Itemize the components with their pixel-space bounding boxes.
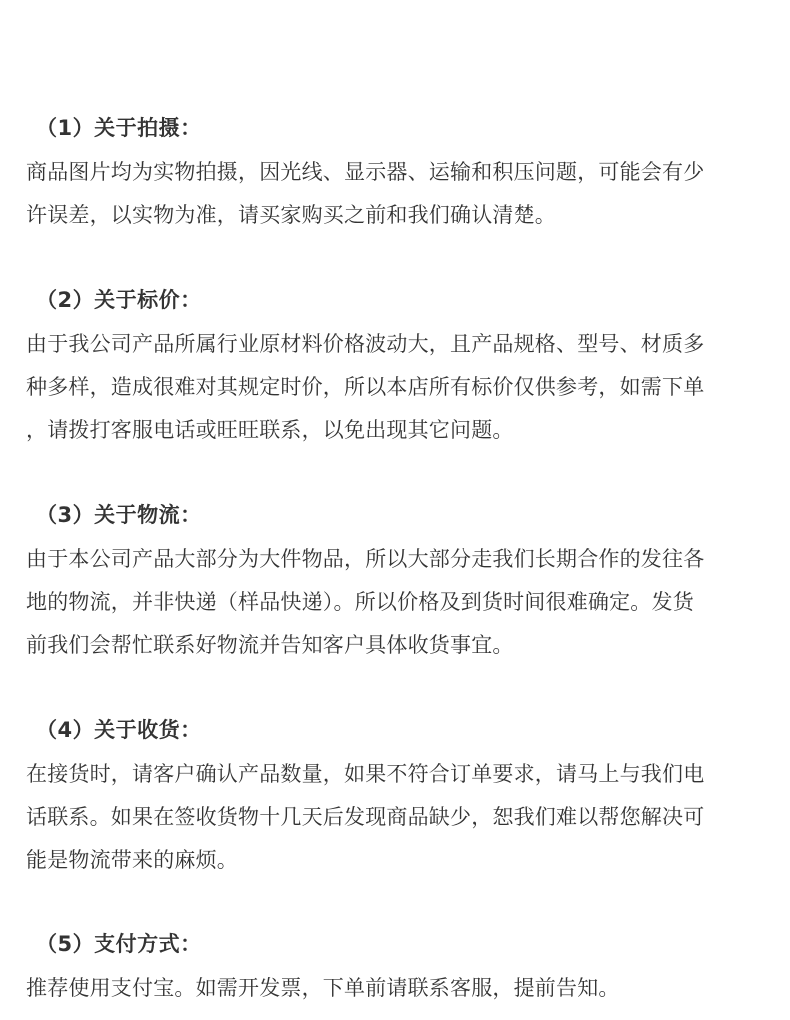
body-line: 前我们会帮忙联系好物流并告知客户具体收货事宜。	[26, 633, 514, 657]
body-line: 在接货时，请客户确认产品数量，如果不符合订单要求，请马上与我们电	[26, 762, 705, 786]
body-line: 推荐使用支付宝。如需开发票，下单前请联系客服，提前告知。	[26, 976, 620, 1000]
section-body	[26, 323, 774, 452]
body-line: 由于我公司产品所属行业原材料价格波动大，且产品规格、型号、材质多	[26, 332, 705, 356]
body-line: 种多样，造成很难对其规定时价，所以本店所有标价仅供参考，如需下单	[26, 375, 705, 399]
body-line: 许误差，以实物为准，请买家购买之前和我们确认清楚。	[26, 203, 556, 227]
body-line: 地的物流，并非快递（样品快递）。所以价格及到货时间很难确定。发货	[26, 590, 694, 614]
section-heading: （3）关于物流：	[36, 503, 202, 527]
section-logistics	[26, 500, 774, 667]
section-body	[26, 967, 774, 1010]
section-heading: （2）关于标价：	[36, 288, 202, 312]
section-body	[26, 753, 774, 882]
body-line: 由于本公司产品大部分为大件物品，所以大部分走我们长期合作的发往各	[26, 547, 705, 571]
section-photography	[26, 113, 774, 237]
section-body	[26, 538, 774, 667]
body-line: 话联系。如果在签收货物十几天后发现商品缺少，恕我们难以帮您解决可	[26, 805, 705, 829]
section-pricing	[26, 285, 774, 452]
section-heading: （1）关于拍摄：	[36, 116, 202, 140]
section-payment	[26, 929, 774, 1010]
body-line: 能是物流带来的麻烦。	[26, 848, 238, 872]
section-body	[26, 151, 774, 237]
section-heading: （4）关于收货：	[36, 718, 202, 742]
body-line: ，请拨打客服电话或旺旺联系，以免出现其它问题。	[26, 418, 514, 442]
section-receiving	[26, 715, 774, 882]
body-line: 商品图片均为实物拍摄，因光线、显示器、运输和积压问题，可能会有少	[26, 160, 705, 184]
section-heading: （5）支付方式：	[36, 932, 202, 956]
